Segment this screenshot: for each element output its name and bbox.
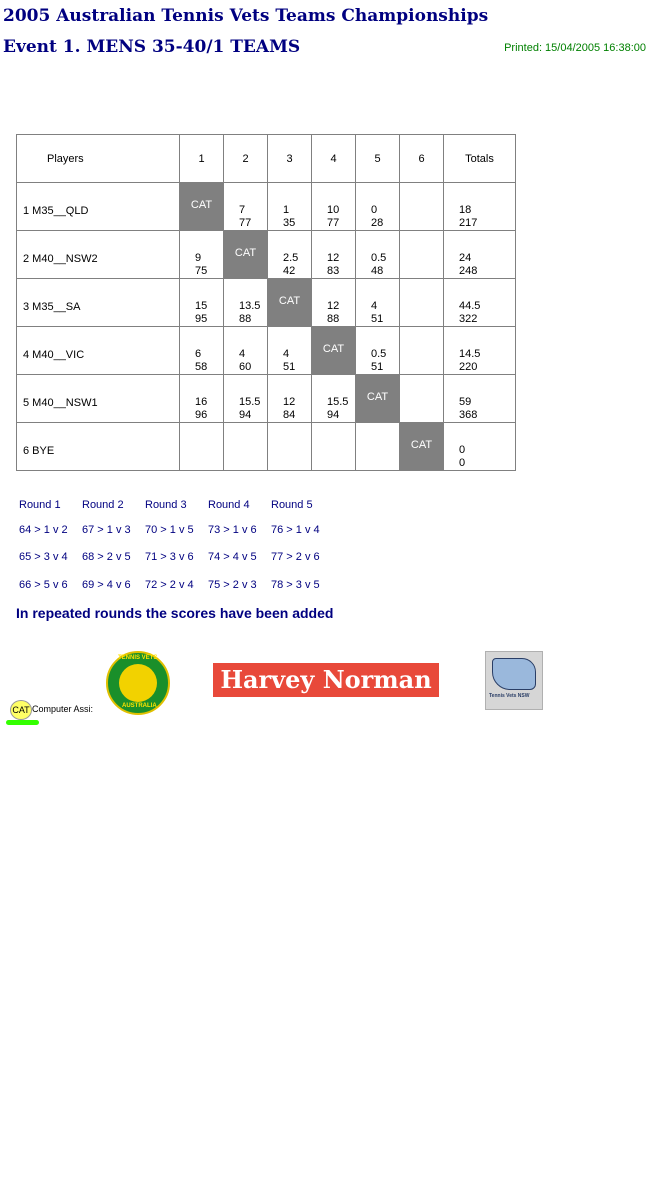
- score-cell: [180, 279, 224, 327]
- score-cell: [268, 423, 312, 471]
- players-header: Players: [17, 135, 180, 183]
- score-points: 15.5: [327, 396, 349, 408]
- total-value: [459, 252, 477, 278]
- logo-text-bottom: AUSTRALIA: [122, 703, 157, 709]
- score-games: 88: [239, 313, 252, 325]
- total-value: [459, 444, 465, 470]
- score-cell: [312, 231, 356, 279]
- score-games: 42: [283, 265, 296, 277]
- total-cell: [444, 375, 516, 423]
- player-cell: [17, 279, 180, 327]
- score-cell: [180, 423, 224, 471]
- round-header: Round 5: [271, 499, 313, 511]
- player-cell: [17, 183, 180, 231]
- score-value: [195, 300, 207, 326]
- score-value: [239, 300, 260, 326]
- round-match: 64 > 1 v 2: [19, 524, 68, 536]
- player-cell: [17, 327, 180, 375]
- score-games: 28: [371, 217, 384, 229]
- round-match: 66 > 5 v 6: [19, 579, 68, 591]
- score-points: 13.5: [239, 300, 261, 312]
- cat-label: CAT: [278, 295, 301, 307]
- round-match: 68 > 2 v 5: [82, 551, 131, 563]
- round-match: 72 > 2 v 4: [145, 579, 194, 591]
- score-games: 77: [327, 217, 340, 229]
- round-match: 74 > 4 v 5: [208, 551, 257, 563]
- score-cell: [180, 327, 224, 375]
- score-points: 10: [327, 204, 340, 216]
- score-games: 60: [239, 361, 252, 373]
- page-title: 2005 Australian Tennis Vets Teams Championships: [3, 6, 489, 26]
- score-games: 51: [371, 313, 384, 325]
- score-cell: [224, 327, 268, 375]
- col-header: 6: [400, 135, 444, 183]
- col-header: 1: [180, 135, 224, 183]
- score-points: 4: [283, 348, 290, 360]
- score-value: [283, 204, 295, 230]
- score-value: [239, 396, 260, 422]
- score-points: 16: [195, 396, 208, 408]
- total-games: 217: [459, 217, 478, 229]
- player-name: 4 M40__VIC: [23, 349, 85, 361]
- score-games: 48: [371, 265, 384, 277]
- round-header: Round 1: [19, 499, 61, 511]
- score-points: 0.5: [371, 252, 387, 264]
- score-cell: [312, 279, 356, 327]
- score-cell: [400, 231, 444, 279]
- score-cell: [356, 327, 400, 375]
- score-value: [195, 348, 207, 374]
- total-cell: [444, 183, 516, 231]
- score-points: 1: [283, 204, 290, 216]
- table-row: [17, 279, 516, 327]
- total-points: 44.5: [459, 300, 481, 312]
- col-header: 5: [356, 135, 400, 183]
- nsw-map-icon: [492, 658, 536, 690]
- score-games: 35: [283, 217, 296, 229]
- score-games: 88: [327, 313, 340, 325]
- score-games: 84: [283, 409, 296, 421]
- score-cell: [224, 279, 268, 327]
- round-header: Round 4: [208, 499, 250, 511]
- score-cell: [268, 231, 312, 279]
- table-row: [17, 183, 516, 231]
- score-games: 51: [371, 361, 384, 373]
- score-points: 4: [371, 300, 378, 312]
- score-games: 58: [195, 361, 208, 373]
- round-match: 67 > 1 v 3: [82, 524, 131, 536]
- cat-label: CAT: [322, 343, 345, 355]
- total-points: 14.5: [459, 348, 481, 360]
- score-points: 15: [195, 300, 208, 312]
- score-points: 7: [239, 204, 246, 216]
- score-cell: [312, 423, 356, 471]
- score-cell: [400, 327, 444, 375]
- score-cell: [268, 183, 312, 231]
- score-games: 95: [195, 313, 208, 325]
- table-row: [17, 423, 516, 471]
- score-points: 2.5: [283, 252, 299, 264]
- tennis-vets-australia-logo: [106, 651, 170, 715]
- player-name: 2 M40__NSW2: [23, 253, 98, 265]
- score-games: 51: [283, 361, 296, 373]
- table-row: [17, 375, 516, 423]
- tennis-ball-icon: [119, 664, 157, 702]
- round-match: 69 > 4 v 6: [82, 579, 131, 591]
- total-cell: [444, 423, 516, 471]
- printed-timestamp: Printed: 15/04/2005 16:38:00: [504, 42, 646, 54]
- col-header: 3: [268, 135, 312, 183]
- round-match: 71 > 3 v 6: [145, 551, 194, 563]
- score-cell: [400, 279, 444, 327]
- table-row: [17, 231, 516, 279]
- score-value: [327, 300, 339, 326]
- score-value: [371, 252, 386, 278]
- cat-label: CAT: [366, 391, 389, 403]
- score-cell: [180, 231, 224, 279]
- score-cell: [356, 183, 400, 231]
- total-points: 18: [459, 204, 472, 216]
- score-points: 4: [239, 348, 246, 360]
- cat-underline: [6, 720, 39, 725]
- score-games: 94: [239, 409, 252, 421]
- repeated-rounds-note: In repeated rounds the scores have been added: [16, 605, 334, 621]
- score-cell: [268, 327, 312, 375]
- score-points: 0.5: [371, 348, 387, 360]
- total-games: 368: [459, 409, 478, 421]
- player-name: 6 BYE: [23, 445, 55, 457]
- player-cell: [17, 231, 180, 279]
- score-value: [195, 396, 207, 422]
- tennis-vets-nsw-logo: [485, 651, 543, 710]
- score-points: 12: [327, 300, 340, 312]
- player-name: 1 M35__QLD: [23, 205, 89, 217]
- cat-logo: CAT: [10, 700, 32, 720]
- cat-cell: [224, 231, 268, 279]
- cat-caption: Computer Assi:: [32, 704, 94, 714]
- score-cell: [224, 423, 268, 471]
- total-cell: [444, 231, 516, 279]
- results-grid: [16, 134, 516, 471]
- score-games: 77: [239, 217, 252, 229]
- cat-cell: [312, 327, 356, 375]
- round-header: Round 2: [82, 499, 124, 511]
- score-games: 83: [327, 265, 340, 277]
- round-header: Round 3: [145, 499, 187, 511]
- score-value: [239, 348, 251, 374]
- score-cell: [224, 375, 268, 423]
- score-cell: [400, 183, 444, 231]
- score-games: 96: [195, 409, 208, 421]
- total-points: 24: [459, 252, 472, 264]
- score-value: [327, 252, 339, 278]
- cat-label: CAT: [234, 247, 257, 259]
- cat-cell: [400, 423, 444, 471]
- score-value: [283, 348, 295, 374]
- harvey-norman-sponsor-logo: Harvey Norman: [213, 663, 439, 697]
- totals-header: Totals: [444, 135, 516, 183]
- nsw-caption: Tennis Vets NSW: [489, 693, 530, 699]
- score-cell: [356, 423, 400, 471]
- score-cell: [400, 375, 444, 423]
- player-name: 5 M40__NSW1: [23, 397, 98, 409]
- score-cell: [356, 279, 400, 327]
- cat-cell: [180, 183, 224, 231]
- total-points: 0: [459, 444, 466, 456]
- score-value: [371, 300, 383, 326]
- round-match: 70 > 1 v 5: [145, 524, 194, 536]
- col-header: 2: [224, 135, 268, 183]
- round-match: 77 > 2 v 6: [271, 551, 320, 563]
- score-value: [195, 252, 207, 278]
- event-title: Event 1. MENS 35-40/1 TEAMS: [3, 37, 301, 57]
- player-cell: [17, 375, 180, 423]
- total-games: 220: [459, 361, 478, 373]
- score-value: [283, 396, 295, 422]
- cat-cell: [356, 375, 400, 423]
- round-match: 65 > 3 v 4: [19, 551, 68, 563]
- score-cell: [312, 183, 356, 231]
- round-match: 73 > 1 v 6: [208, 524, 257, 536]
- score-value: [327, 204, 339, 230]
- total-value: [459, 204, 477, 230]
- total-value: [459, 300, 480, 326]
- total-value: [459, 348, 480, 374]
- score-cell: [180, 375, 224, 423]
- round-match: 78 > 3 v 5: [271, 579, 320, 591]
- table-row: [17, 327, 516, 375]
- total-games: 248: [459, 265, 478, 277]
- score-cell: [268, 375, 312, 423]
- score-points: 6: [195, 348, 202, 360]
- total-games: 0: [459, 457, 466, 469]
- cat-cell: [268, 279, 312, 327]
- score-points: 0: [371, 204, 378, 216]
- player-name: 3 M35__SA: [23, 301, 81, 313]
- score-points: 12: [327, 252, 340, 264]
- score-cell: [224, 183, 268, 231]
- score-value: [239, 204, 251, 230]
- logo-text-top: TENNIS VETS: [118, 655, 158, 661]
- score-value: [371, 348, 386, 374]
- score-value: [327, 396, 348, 422]
- total-cell: [444, 279, 516, 327]
- total-games: 322: [459, 313, 478, 325]
- score-games: 94: [327, 409, 340, 421]
- score-points: 9: [195, 252, 202, 264]
- player-cell: [17, 423, 180, 471]
- score-games: 75: [195, 265, 208, 277]
- total-value: [459, 396, 477, 422]
- cat-label: CAT: [410, 439, 433, 451]
- score-cell: [312, 375, 356, 423]
- total-cell: [444, 327, 516, 375]
- total-points: 59: [459, 396, 472, 408]
- score-value: [283, 252, 298, 278]
- score-cell: [356, 231, 400, 279]
- round-match: 75 > 2 v 3: [208, 579, 257, 591]
- cat-label: CAT: [190, 199, 213, 211]
- score-points: 12: [283, 396, 296, 408]
- round-match: 76 > 1 v 4: [271, 524, 320, 536]
- table-header-row: [17, 135, 516, 183]
- col-header: 4: [312, 135, 356, 183]
- score-points: 15.5: [239, 396, 261, 408]
- score-value: [371, 204, 383, 230]
